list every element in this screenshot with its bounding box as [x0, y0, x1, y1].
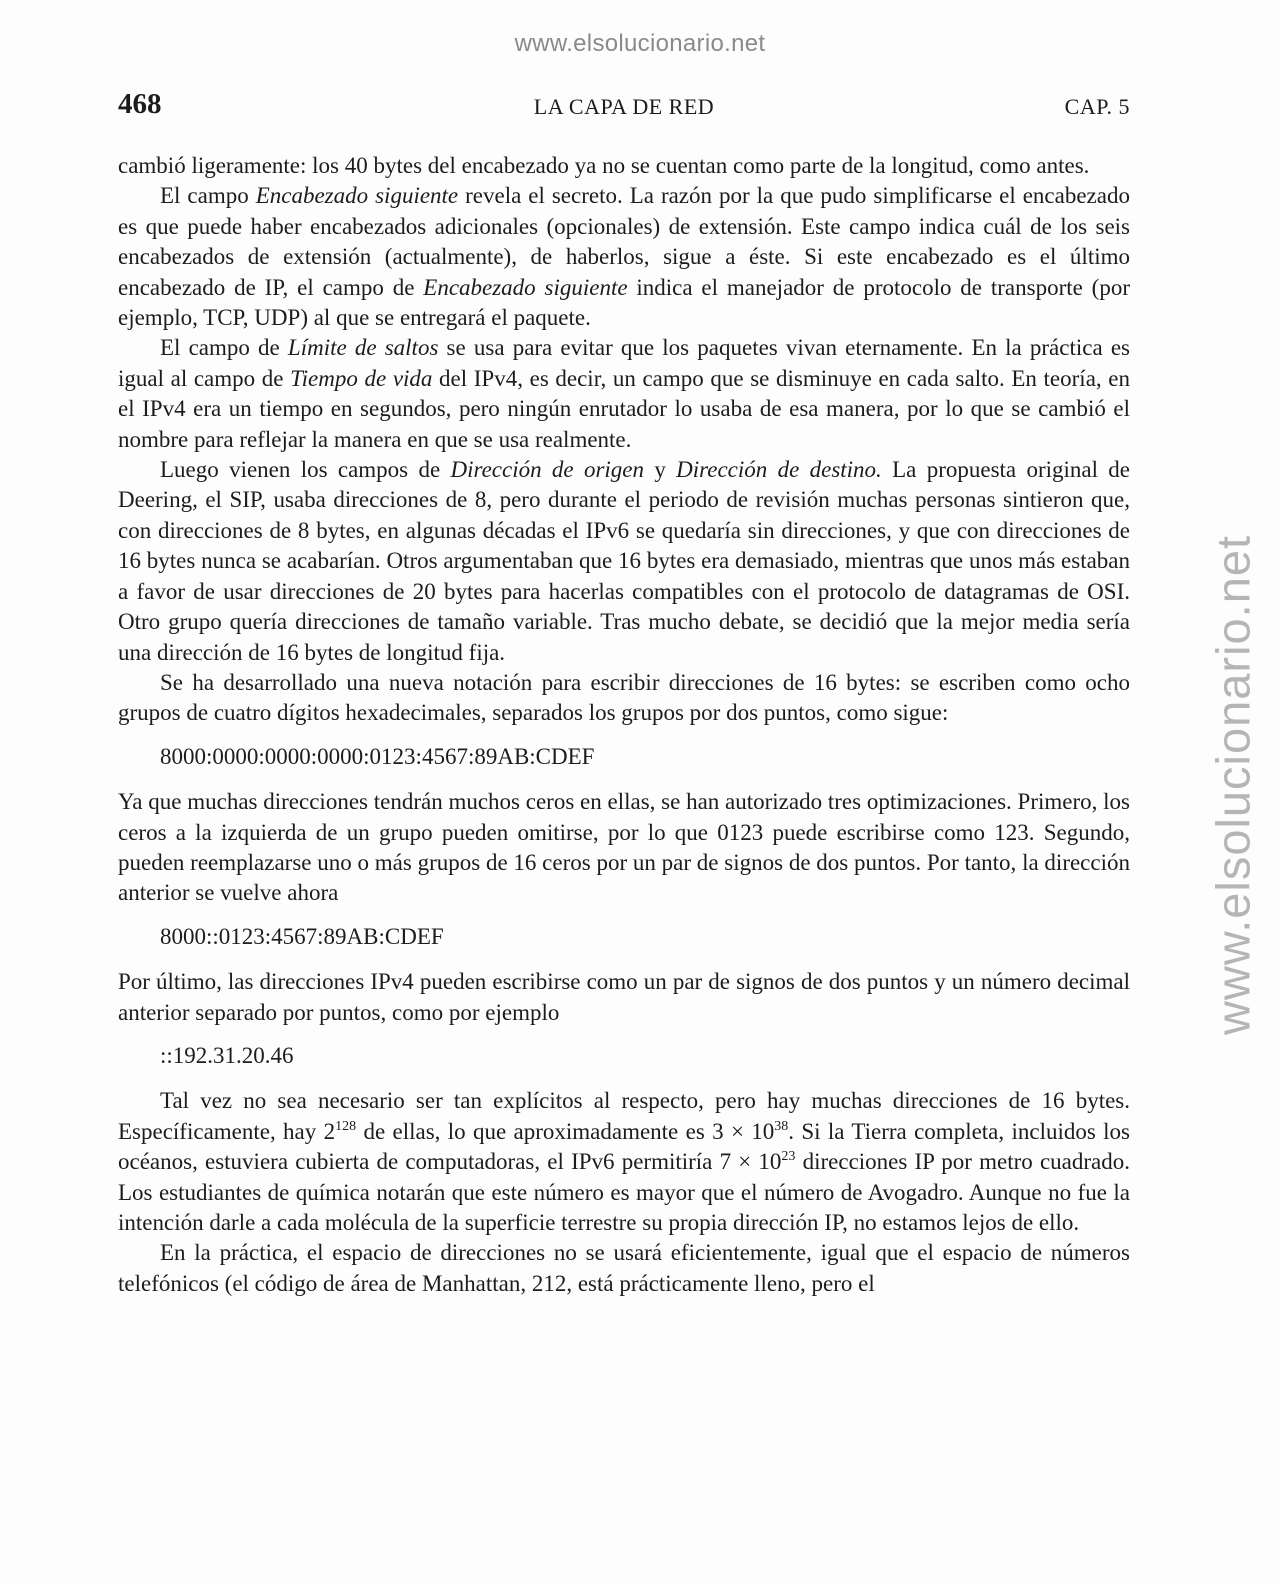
paragraph-8: [118, 1086, 1130, 1238]
paragraph-9: En la práctica, el espacio de direcciones no se usará eficientemente, igual que el espacio de números telefónicos (el código de área de Manhattan, 212, está prácticamente lleno, pero el: [118, 1240, 1130, 1296]
paragraph-2-text-a: El campo: [160, 183, 256, 209]
chapter-label: CAP. 5: [1064, 94, 1130, 119]
address-example-compressed: 8000::0123:4567:89AB:CDEF: [160, 923, 444, 949]
field-name-next-header-2: Encabezado siguiente: [423, 274, 628, 300]
paragraph-4-text-c: y: [644, 457, 677, 483]
watermark-side: www.elsolucionario.net: [1206, 534, 1260, 1036]
paragraph-8-text-b: de ellas, lo que aproximadamente es 3 × 10: [356, 1118, 775, 1144]
paragraph-3: [118, 333, 1130, 455]
paragraph-3-text-a: El campo de: [160, 335, 288, 361]
field-name-next-header: Encabezado siguiente: [255, 183, 459, 209]
paragraph-8-text-d: direcciones IP por metro cuadrado. Los estudiantes de química notarán que este número es mayor que el número de Avogadro. Aunque no fue la intención darle a cada molécula de la superficie terrestre su propia dirección IP, no estamos lejos de ello.: [118, 1149, 1130, 1235]
exponent-38: 38: [774, 1118, 789, 1134]
paragraph-3-text-c: se usa para evitar que los paquetes vivan eternamente. En la práctica es igual al campo de: [118, 335, 1130, 391]
paragraph-8-text-a: Tal vez no sea necesario ser tan explícitos al respecto, pero hay muchas direcciones de 16 bytes. Específicamente, hay 2: [118, 1088, 1130, 1144]
paragraph-2-text-c: revela el secreto. La razón por la que pudo simplificarse el encabezado es que puede haber encabezados adicionales (opcionales) de extensión. Este campo indica cuál de los seis encabezados de extensión (actualmente), de haberlos, sigue a éste. Si este encabezado es el último encabezado de IP, el campo de: [118, 183, 1130, 300]
paragraph-1: cambió ligeramente: los 40 bytes del encabezado ya no se cuentan como parte de la longitud, como antes.: [118, 153, 1090, 178]
paragraph-6: Ya que muchas direcciones tendrán muchos ceros en ellas, se han autorizado tres optimizaciones. Primero, los ceros a la izquierda de un grupo pueden omitirse, por lo que 0123 puede escribirse como 123. Segundo, pueden reemplazarse uno o más grupos de 16 ceros por un par de signos de dos puntos. Por tanto, la dirección anterior se vuelve ahora: [118, 789, 1130, 906]
paragraph-7: Por último, las direcciones IPv4 pueden escribirse como un par de signos de dos puntos y un número decimal anterior separado por puntos, como por ejemplo: [118, 969, 1130, 1025]
paragraph-4-text-e: La propuesta original de Deering, el SIP, usaba direcciones de 8, pero durante el periodo de revisión muchas personas sintieron que, con direcciones de 8 bytes, en algunas décadas el IPv6 se quedaría sin direcciones, y que con direcciones de 16 bytes nunca se acabarían. Otros argumentaban que 16 bytes era demasiado, mientras que unos más estaban a favor de usar direcciones de 20 bytes para hacerlas compatibles con el protocolo de datagramas de OSI. Otro grupo quería direcciones de tamaño variable. Tras mucho debate, se decidió que la mejor media sería una dirección de 16 bytes de longitud fija.: [118, 457, 1131, 665]
body-text: [118, 151, 1130, 1299]
field-name-time-to-live: Tiempo de vida: [290, 365, 433, 391]
paragraph-2-text-e: indica el manejador de protocolo de transporte (por ejemplo, TCP, UDP) al que se entregará el paquete.: [118, 274, 1130, 331]
chapter-title: LA CAPA DE RED: [533, 94, 715, 119]
field-name-hop-limit: Límite de saltos: [287, 335, 439, 361]
field-name-destination-address: Dirección de destino.: [676, 457, 882, 483]
page-number: 468: [118, 88, 162, 120]
watermark-top: www.elsolucionario.net: [514, 30, 766, 57]
address-example-full: 8000:0000:0000:0000:0123:4567:89AB:CDEF: [160, 743, 595, 769]
paragraph-2: [118, 181, 1130, 333]
exponent-23: 23: [781, 1149, 796, 1165]
paragraph-5: Se ha desarrollado una nueva notación para escribir direcciones de 16 bytes: se escriben como ocho grupos de cuatro dígitos hexadecimales, separados los grupos por dos puntos, como sigue:: [118, 669, 1130, 726]
paragraph-3-text-e: del IPv4, es decir, un campo que se disminuye en cada salto. En teoría, en el IPv4 era un tiempo en segundos, pero ningún enrutador lo usaba de esa manera, por lo que se cambió el nombre para reflejar la manera en que se usa realmente.: [118, 365, 1130, 452]
running-head: [118, 88, 1130, 124]
paragraph-4: [118, 455, 1130, 668]
paragraph-8-text-c: . Si la Tierra completa, incluidos los océanos, estuviera cubierta de computadoras, el IPv6 permitiría 7 × 10: [118, 1118, 1130, 1175]
exponent-128: 128: [335, 1118, 357, 1134]
address-example-ipv4: ::192.31.20.46: [160, 1042, 294, 1068]
paragraph-4-text-a: Luego vienen los campos de: [160, 457, 451, 483]
field-name-source-address: Dirección de origen: [450, 457, 644, 483]
